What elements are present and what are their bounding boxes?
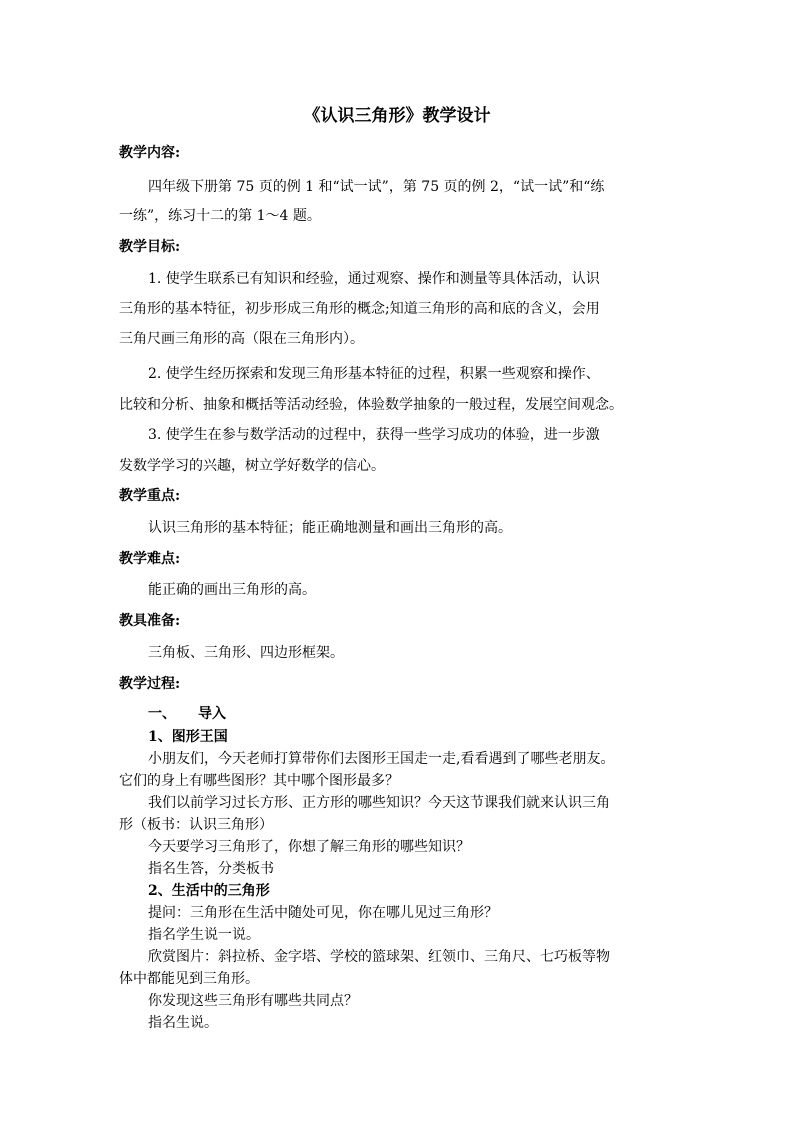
teaching-objectives-heading: 教学目标: xyxy=(119,239,181,255)
materials-line: 三角板、三角形、四边形框架。 xyxy=(148,645,344,661)
process-line: 今天要学习三角形了，你想了解三角形的哪些知识？ xyxy=(148,839,470,855)
difficulties-heading: 教学难点: xyxy=(119,551,181,567)
process-line: 我们以前学习过长方形、正方形的哪些知识？今天这节课我们就来认识三角 xyxy=(148,795,610,811)
section-number: 一、 xyxy=(148,706,176,722)
process-line: 指名学生说一说。 xyxy=(148,927,260,943)
teaching-content-line: 一练”，练习十二的第 1～4 题。 xyxy=(119,208,321,224)
objective-line: 2. 使学生经历探索和发现三角形基本特征的过程，积累一些观察和操作、 xyxy=(148,366,600,382)
objective-line: 1. 使学生联系已有知识和经验，通过观察、操作和测量等具体活动，认识 xyxy=(148,271,600,287)
process-line: 形（板书：认识三角形） xyxy=(119,817,273,833)
objective-line: 3. 使学生在参与数学活动的过程中，获得一些学习成功的体验，进一步激 xyxy=(148,427,600,443)
objective-line: 三角形的基本特征，初步形成三角形的概念;知道三角形的高和底的含义，会用 xyxy=(119,301,600,317)
process-line: 它们的身上有哪些图形？其中哪个图形最多？ xyxy=(119,773,399,789)
objective-line: 发数学学习的兴趣，树立学好数学的信心。 xyxy=(119,458,385,474)
objective-line: 三角尺画三角形的高（限在三角形内）。 xyxy=(119,331,364,347)
objective-line: 比较和分析、抽象和概括等活动经验，体验数学抽象的一般过程，发展空间观念。 xyxy=(119,397,623,413)
process-line: 提问：三角形在生活中随处可见，你在哪儿见过三角形？ xyxy=(148,905,498,921)
process-line: 小朋友们，今天老师打算带你们去图形王国走一走,看看遇到了哪些老朋友。 xyxy=(148,751,615,767)
process-line: 你发现这些三角形有哪些共同点？ xyxy=(148,993,358,1009)
process-line: 指名生说。 xyxy=(148,1015,218,1031)
key-points-line: 认识三角形的基本特征；能正确地测量和画出三角形的高。 xyxy=(148,520,512,536)
process-line: 指名生答，分类板书 xyxy=(148,861,274,877)
key-points-heading: 教学重点: xyxy=(119,488,181,504)
process-heading: 教学过程: xyxy=(119,676,181,692)
materials-heading: 教具准备: xyxy=(119,613,181,629)
difficulties-line: 能正确的画出三角形的高。 xyxy=(148,582,316,598)
process-line: 体中都能见到三角形。 xyxy=(119,971,259,987)
part-one-title: 1、图形王国 xyxy=(148,729,228,745)
teaching-content-line: 四年级下册第 75 页的例 1 和“试一试”，第 75 页的例 2，“试一试”和“练 xyxy=(148,179,605,195)
page-title: 《认识三角形》教学设计 xyxy=(303,106,491,126)
section-title: 导入 xyxy=(198,706,226,722)
process-line: 欣赏图片：斜拉桥、金字塔、学校的篮球架、红领巾、三角尺、七巧板等物 xyxy=(148,949,610,965)
teaching-content-heading: 教学内容: xyxy=(119,145,181,161)
part-two-title: 2、生活中的三角形 xyxy=(148,883,270,899)
